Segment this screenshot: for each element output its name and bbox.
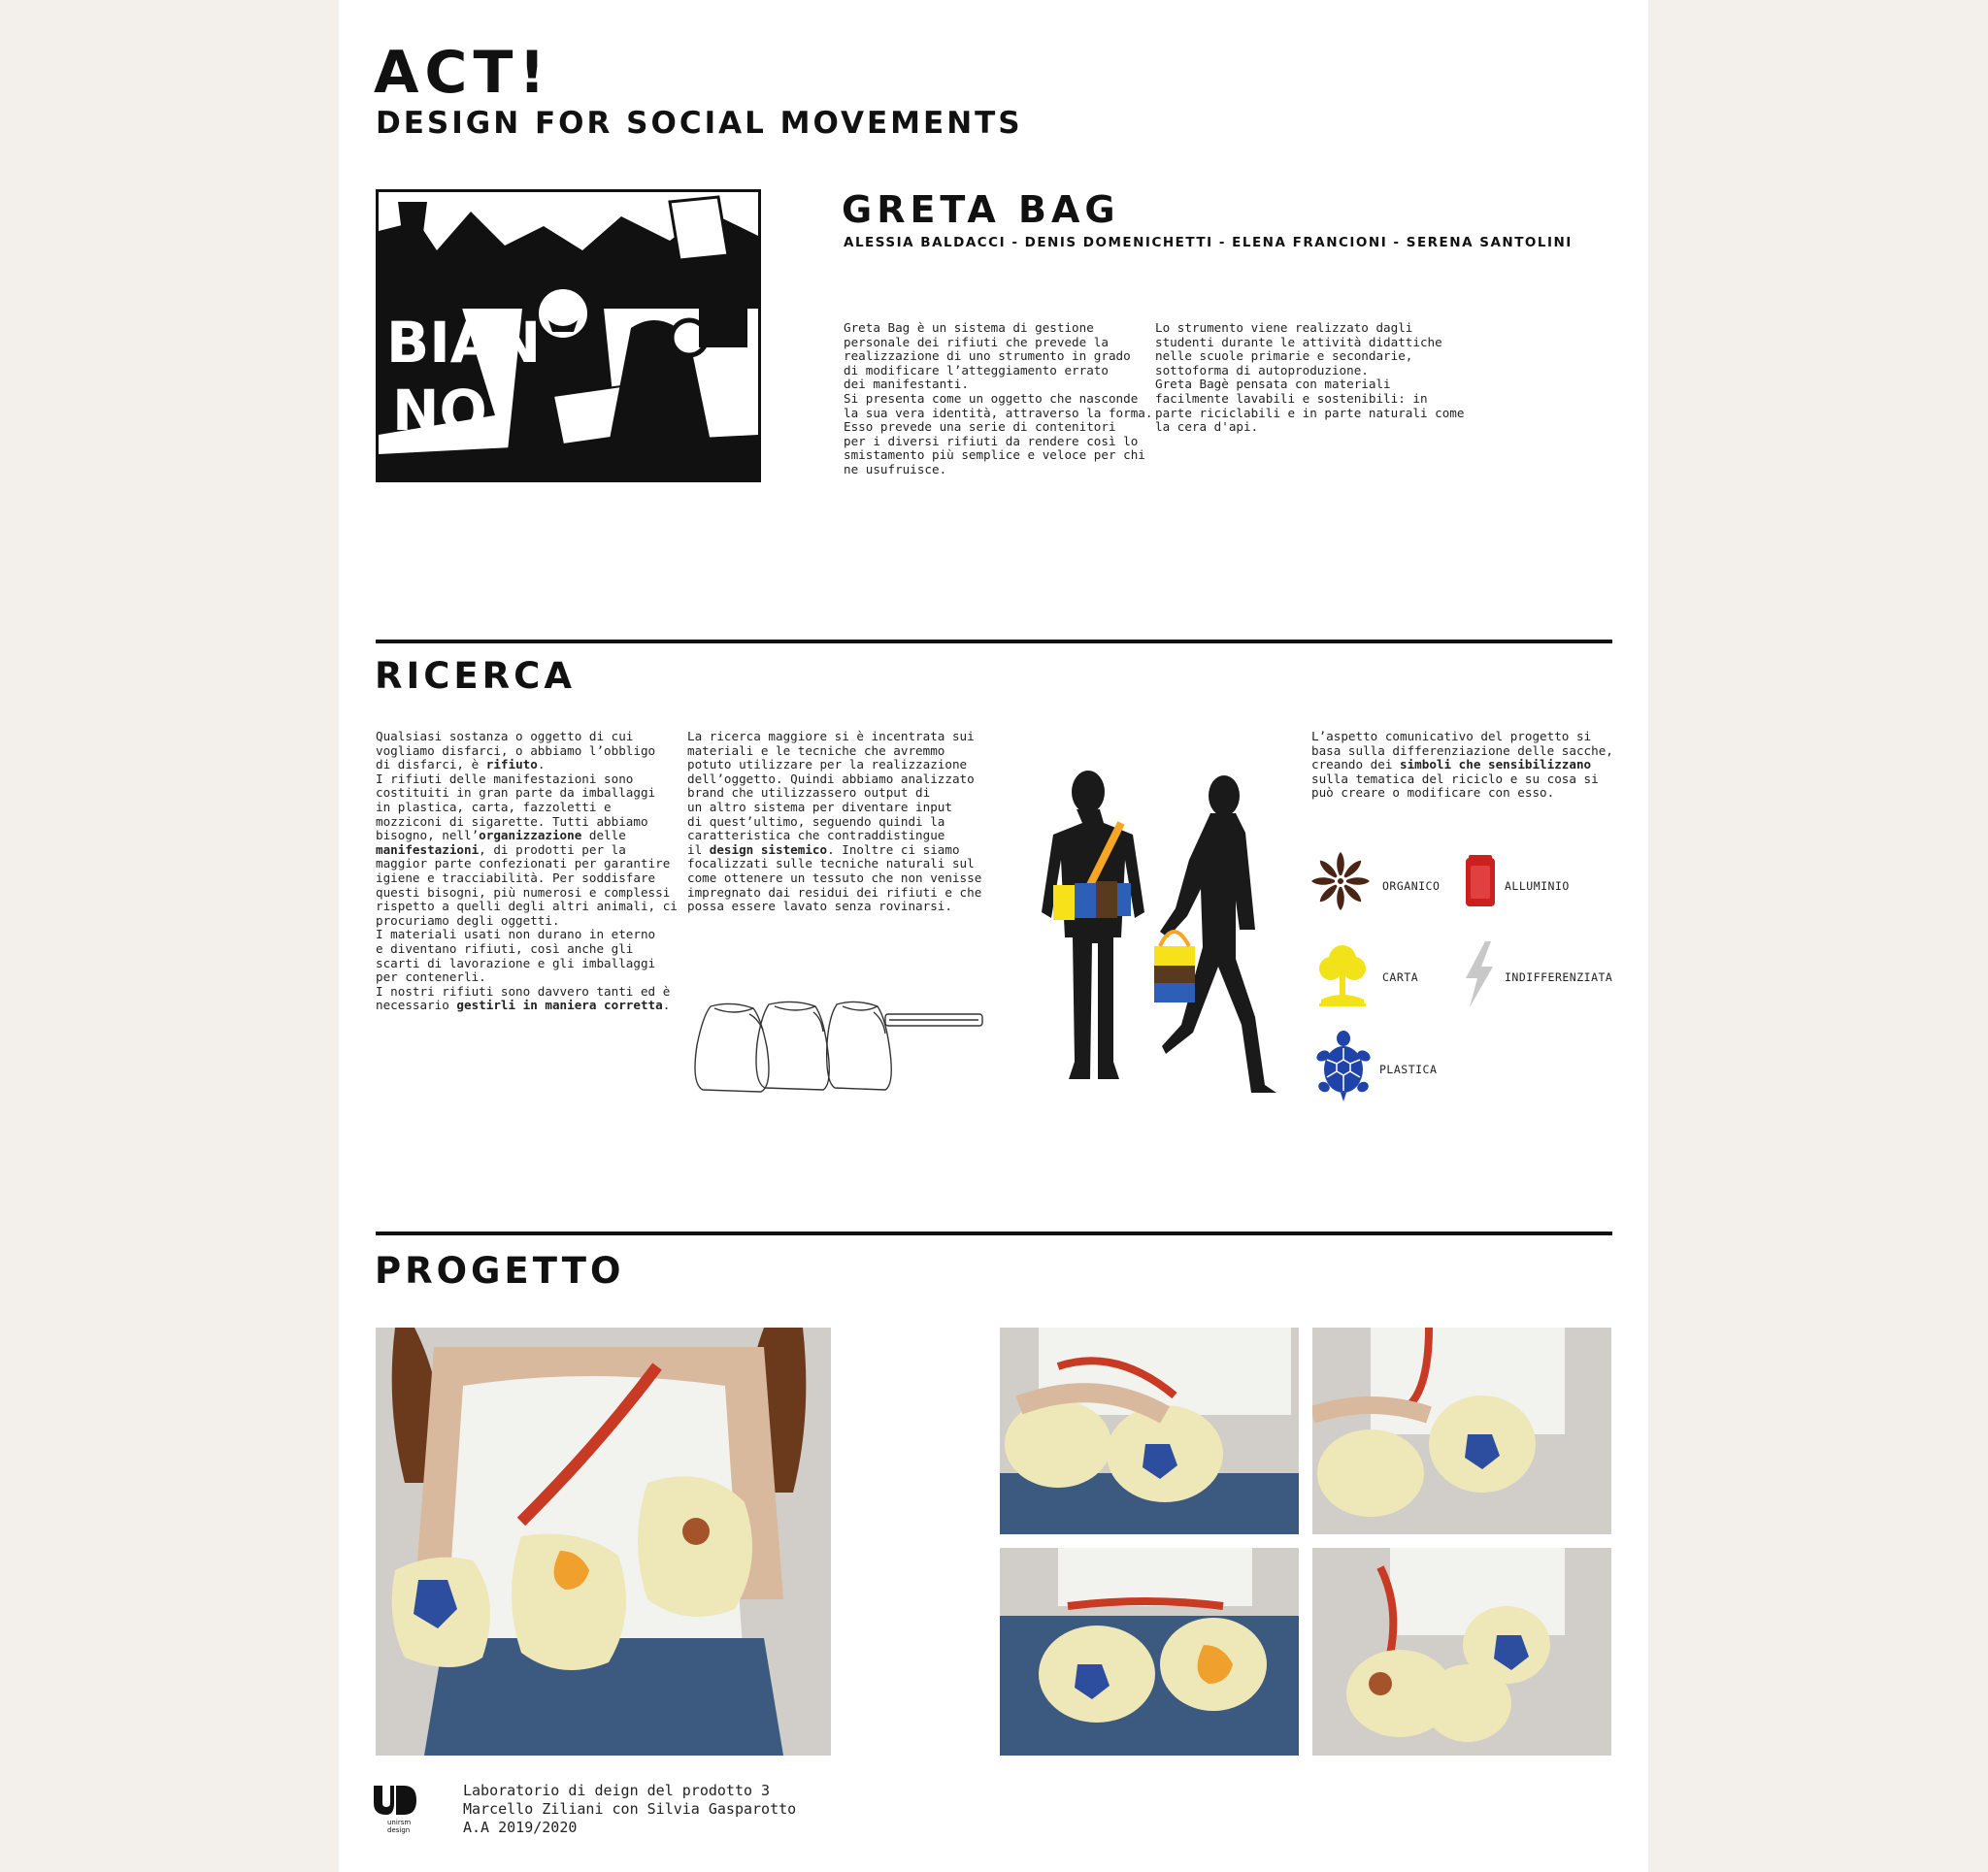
product-photo-main [376,1328,831,1756]
intro-text-col2: Lo strumento viene realizzato dagli studenti durante le attività didattiche nelle scuole primarie e secondarie, sottoforma di autoproduzione. Greta Bagè pensata con materiali facilmente lavabili e sostenibili: in parte riciclabili e in parte naturali come la cera d'api. [1155,320,1465,435]
ricerca-text-col2: La ricerca maggiore si è incentrata sui materiali e le tecniche che avremmo potuto utilizzare per la realizzazione dell’oggetto. Quindi abbiamo analizzato brand che utilizzassero output di un altro sistema per diventare input di quest’ultimo, seguendo quindi la caratteristica che contraddistingue il design sistemico. Inoltre ci siamo focalizzati sulle tecniche naturali sul come ottenere un tessuto che non venisse impregnato dai residui dei rifiuti e che possa essere lavato senza rovinarsi. [687,729,982,914]
course-credits [463,1782,796,1837]
legend-alluminio-icon [1465,854,1496,908]
product-photo-2 [1000,1328,1299,1534]
svg-text:BIAN: BIAN [386,310,542,376]
poster-subtitle: DESIGN FOR SOCIAL MOVEMENTS [376,106,1023,141]
bag-sketch-drawing [691,995,984,1094]
legend-alluminio-label: ALLUMINIO [1505,879,1570,893]
legend-indifferenziata-label: INDIFFERENZIATA [1505,970,1613,984]
legend-carta-icon [1315,941,1370,1009]
course-name: Laboratorio di deign del prodotto 3 [463,1782,771,1799]
section-divider [376,1232,1612,1235]
academic-year: A.A 2019/2020 [463,1819,578,1836]
product-photo-3 [1312,1328,1611,1534]
ricerca-text-col1: Qualsiasi sostanza o oggetto di cui vogliamo disfarci, o abbiamo l’obbligo di disfarci, è rifiuto. I rifiuti delle manifestazioni sono costituiti in gran parte da imballaggi in plastica, carta, fazzoletti e mozziconi di sigarette. Tutti abbiamo bisogno, nell’organizzazione delle manifestazioni, di prodotti per la maggior parte confezionati per garantire igiene e tracciabilità. Per soddisfare questi bisogni, più numerosi e complessi rispetto a quelli degli altri animali, ci procuriamo degli oggetti. I materiali usati non durano in eterno e diventano rifiuti, così anche gli scarti di lavorazione e gli imballaggi per contenerli. I nostri rifiuti sono davvero tanti ed è necessario gestirli in maniera corretta. [376,729,678,1013]
silhouettes-illustration [1009,767,1290,1101]
logo-text: unirsm design [387,1819,412,1834]
legend-carta-label: CARTA [1382,970,1419,984]
poster-sheet [339,0,1648,1872]
course-teachers: Marcello Ziliani con Silvia Gasparotto [463,1800,797,1818]
section-heading-ricerca: RICERCA [375,655,576,697]
intro-text-col1: Greta Bag è un sistema di gestione personale dei rifiuti che prevede la realizzazione di uno strumento in grado di modificare l’atteggiamento errato dei manifestanti. Si presenta come un oggetto che nasconde la sua vera identità, attraverso la forma. Esso prevede una serie di contenitori per i diversi rifiuti da rendere così lo smistamento più semplice e veloce per chi ne usufruisce. [844,320,1153,476]
svg-text:NO: NO [392,378,487,443]
protest-photo [376,189,761,482]
section-divider [376,640,1612,643]
legend-organico-label: ORGANICO [1382,879,1441,893]
poster-title: ACT! [374,39,551,107]
legend-plastica-icon [1315,1031,1372,1102]
section-heading-progetto: PROGETTO [375,1250,625,1292]
legend-indifferenziata-icon [1460,939,1499,1009]
ricerca-text-col3: L’aspetto comunicativo del progetto si basa sulla differenziazione delle sacche, creando dei simboli che sensibilizzano sulla tematica del riciclo e su cosa si può creare o modificare con esso. [1311,729,1613,801]
legend-plastica-label: PLASTICA [1379,1063,1438,1076]
product-photo-4 [1000,1548,1299,1756]
project-authors: ALESSIA BALDACCI - DENIS DOMENICHETTI - ELENA FRANCIONI - SERENA SANTOLINI [844,235,1573,250]
university-logo [374,1786,416,1834]
product-photo-5 [1312,1548,1611,1756]
legend-organico-icon [1311,852,1370,910]
project-title: GRETA BAG [842,188,1120,231]
